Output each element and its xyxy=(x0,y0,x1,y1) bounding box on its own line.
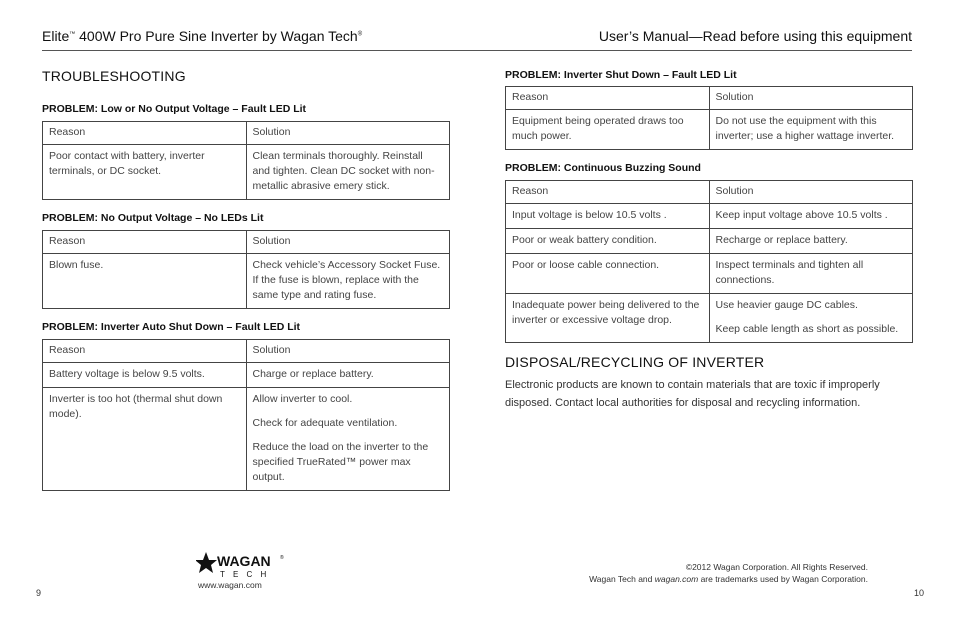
table-header-row xyxy=(43,231,450,254)
table-row xyxy=(43,388,450,491)
trademark-prefix: Wagan Tech and xyxy=(589,574,655,584)
solution-cell: Inspect terminals and tighten all connections. xyxy=(709,254,913,294)
reason-header: Reason xyxy=(43,231,247,254)
table-row xyxy=(506,110,913,150)
solution-cell xyxy=(709,294,913,343)
table-header-row xyxy=(43,122,450,145)
table-row xyxy=(506,229,913,254)
logo-subtitle: T E C H xyxy=(220,570,270,579)
problem-title: PROBLEM: Low or No Output Voltage – Fault LED Lit xyxy=(42,103,307,115)
troubleshooting-heading: TROUBLESHOOTING xyxy=(42,68,186,84)
table-header-row xyxy=(43,340,450,363)
registered-mark: ® xyxy=(357,31,363,38)
solution-cell: Keep input voltage above 10.5 volts . xyxy=(709,204,913,229)
solution-step: Keep cable length as short as possible. xyxy=(715,323,899,335)
disposal-heading: DISPOSAL/RECYCLING OF INVERTER xyxy=(505,354,765,370)
troubleshooting-table xyxy=(42,121,450,200)
problem-title: PROBLEM: No Output Voltage – No LEDs Lit xyxy=(42,212,264,224)
table-row xyxy=(506,294,913,343)
reason-cell: Inverter is too hot (thermal shut down mode). xyxy=(43,388,247,491)
table-row xyxy=(43,254,450,309)
reason-cell: Inadequate power being delivered to the inverter or excessive voltage drop. xyxy=(506,294,710,343)
header-brand: Elite xyxy=(42,28,70,44)
solution-cell: Check vehicle’s Accessory Socket Fuse. If the fuse is blown, replace with the same type and rating fuse. xyxy=(246,254,450,309)
problem-title: PROBLEM: Inverter Shut Down – Fault LED Lit xyxy=(505,69,737,81)
table-row xyxy=(506,204,913,229)
solution-step: Reduce the load on the inverter to the specified TrueRated™ power max output. xyxy=(252,441,429,483)
reason-cell: Blown fuse. xyxy=(43,254,247,309)
solution-step: Use heavier gauge DC cables. xyxy=(715,299,858,311)
header-manual-note: User’s Manual—Read before using this equipment xyxy=(598,28,912,44)
disposal-paragraph: Electronic products are known to contain materials that are toxic if improperly disposed. Contact local authorities for disposal and recycling information. xyxy=(505,379,880,409)
troubleshooting-table xyxy=(505,180,913,343)
header-divider xyxy=(42,50,912,51)
solution-cell: Do not use the equipment with this inverter; use a higher wattage inverter. xyxy=(709,110,913,150)
table-row xyxy=(43,145,450,200)
trademark-line xyxy=(589,573,868,585)
solution-header: Solution xyxy=(246,340,450,363)
reason-cell: Equipment being operated draws too much power. xyxy=(506,110,710,150)
solution-header: Solution xyxy=(246,122,450,145)
solution-step: Allow inverter to cool. xyxy=(252,393,353,405)
header-product: 400W Pro Pure Sine Inverter by Wagan Tech xyxy=(75,28,358,44)
table-header-row xyxy=(506,87,913,110)
trademark-mark: ™ xyxy=(69,31,76,38)
solution-cell: Charge or replace battery. xyxy=(246,363,450,388)
reason-header: Reason xyxy=(43,340,247,363)
table-row xyxy=(43,363,450,388)
page-number-left: 9 xyxy=(36,588,42,598)
troubleshooting-table xyxy=(42,339,450,491)
logo-registered-mark: ® xyxy=(280,555,284,561)
reason-header: Reason xyxy=(43,122,247,145)
solution-step: Check for adequate ventilation. xyxy=(252,417,398,429)
reason-cell: Poor or weak battery condition. xyxy=(506,229,710,254)
troubleshooting-table xyxy=(505,86,913,150)
troubleshooting-table xyxy=(42,230,450,309)
website-url: www.wagan.com xyxy=(198,580,262,590)
problem-title: PROBLEM: Continuous Buzzing Sound xyxy=(505,162,701,174)
solution-header: Solution xyxy=(709,181,913,204)
trademark-suffix: are trademarks used by Wagan Corporation. xyxy=(698,574,868,584)
problem-title: PROBLEM: Inverter Auto Shut Down – Fault LED Lit xyxy=(42,321,301,333)
header-title xyxy=(42,28,362,44)
solution-header: Solution xyxy=(246,231,450,254)
table-header-row xyxy=(506,181,913,204)
reason-header: Reason xyxy=(506,181,710,204)
reason-header: Reason xyxy=(506,87,710,110)
reason-cell: Poor or loose cable connection. xyxy=(506,254,710,294)
table-row xyxy=(506,254,913,294)
wagan-star-icon xyxy=(196,552,286,580)
trademark-site: wagan.com xyxy=(654,574,699,584)
page-number-right: 10 xyxy=(913,588,924,598)
solution-cell: Clean terminals thoroughly. Reinstall and tighten. Clean DC socket with non-metallic abrasive emery stick. xyxy=(246,145,450,200)
reason-cell: Battery voltage is below 9.5 volts. xyxy=(43,363,247,388)
solution-cell: Recharge or replace battery. xyxy=(709,229,913,254)
reason-cell: Input voltage is below 10.5 volts . xyxy=(506,204,710,229)
solution-cell xyxy=(246,388,450,491)
copyright-line: ©2012 Wagan Corporation. All Rights Reserved. xyxy=(685,562,868,572)
logo-wordmark: WAGAN xyxy=(217,553,271,569)
copyright-notice xyxy=(589,561,868,585)
solution-header: Solution xyxy=(709,87,913,110)
reason-cell: Poor contact with battery, inverter terminals, or DC socket. xyxy=(43,145,247,200)
